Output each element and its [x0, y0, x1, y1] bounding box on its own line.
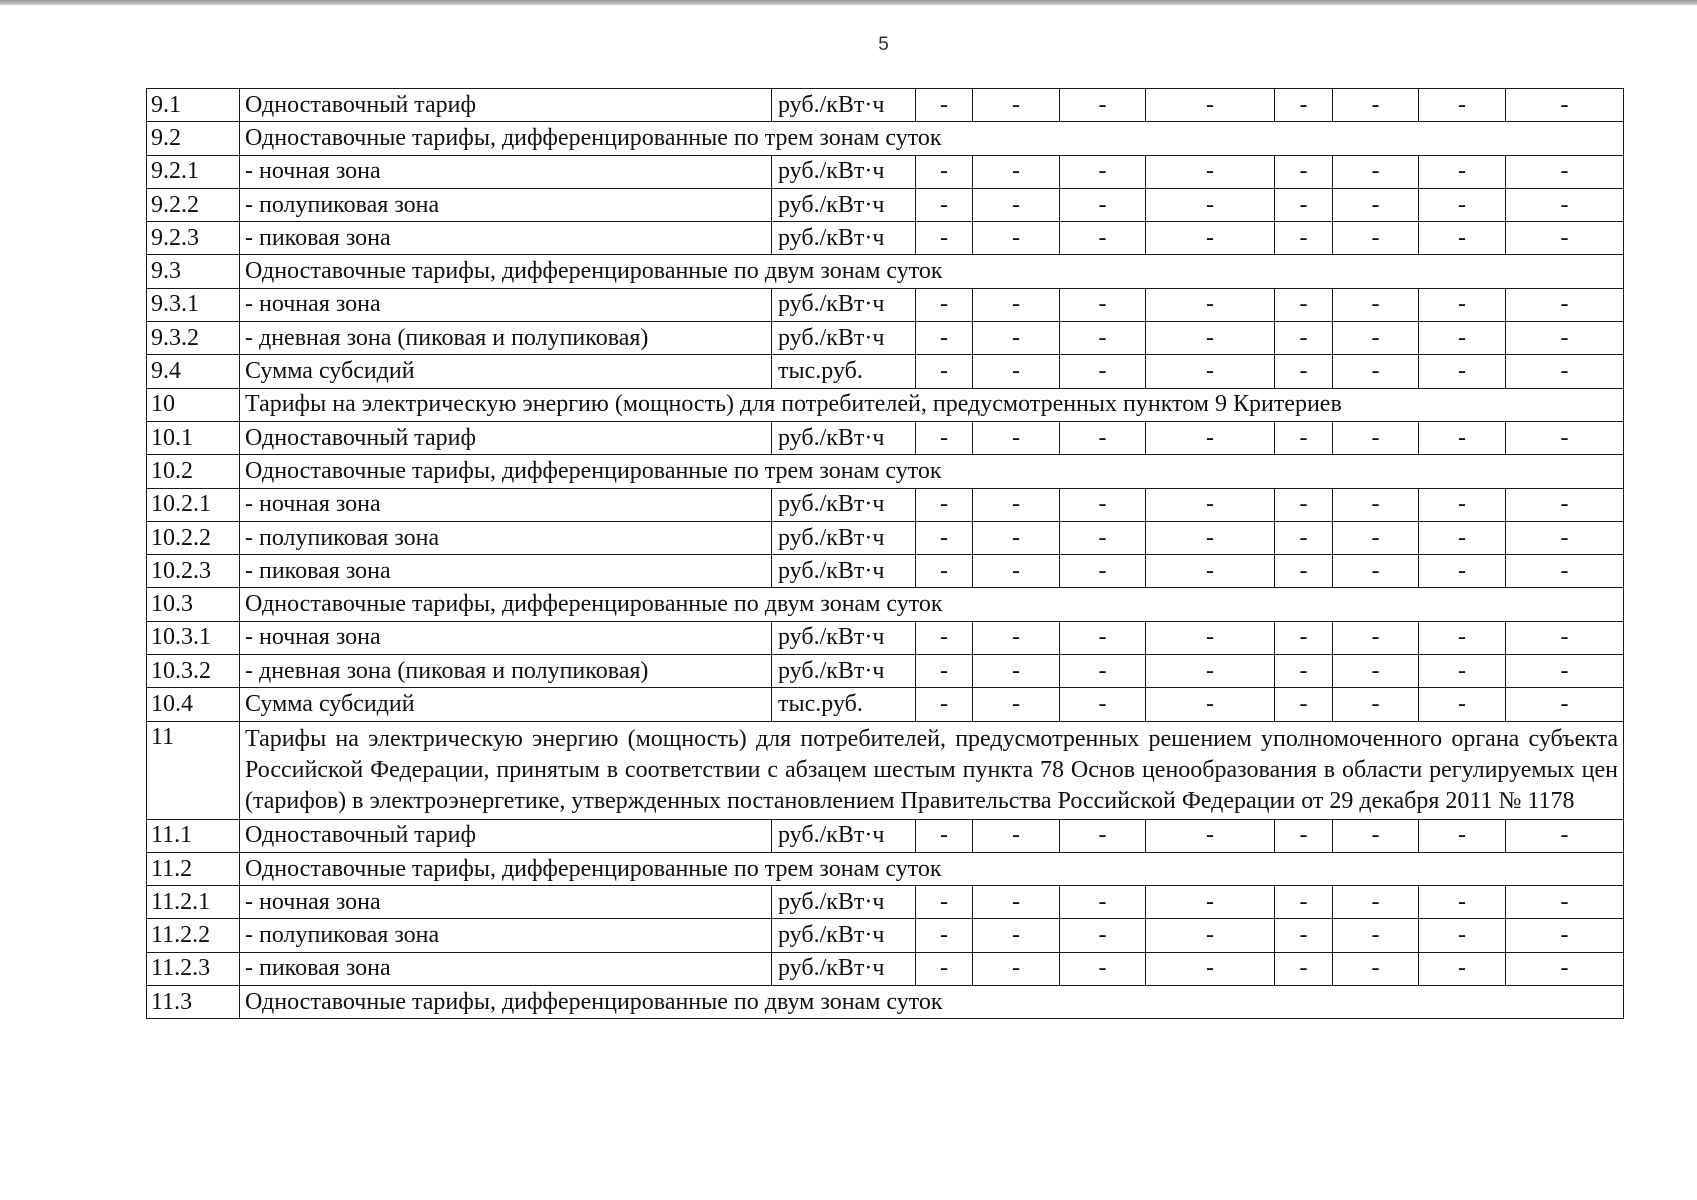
row-number: 10.2.3: [147, 555, 240, 588]
row-unit: руб./кВт·ч: [772, 421, 916, 454]
value-cell: -: [1060, 952, 1146, 985]
value-cell: -: [1506, 188, 1624, 221]
value-cell: -: [1333, 222, 1419, 255]
value-cell: -: [1146, 488, 1275, 521]
value-cell: -: [1275, 919, 1333, 952]
table-row: [147, 155, 1624, 188]
row-unit: руб./кВт·ч: [772, 521, 916, 554]
value-cell: -: [1419, 621, 1506, 654]
page-number: 5: [878, 34, 889, 55]
value-cell: -: [1419, 655, 1506, 688]
section-title: Тарифы на электрическую энергию (мощность) для потребителей, предусмотренных решением уполномоченного органа субъекта Российской Федерации, принятым в соответствии с абзацем шестым пункта 78 Основ ценообразования в области регулируемых цен (тарифов) в электроэнергетике, утвержденных постановлением Правительства Российской Федерации от 29 декабря 2011 № 1178: [240, 721, 1624, 819]
row-unit: руб./кВт·ч: [772, 886, 916, 919]
table-row: [147, 688, 1624, 721]
value-cell: -: [1419, 421, 1506, 454]
value-cell: -: [1146, 322, 1275, 355]
value-cell: -: [1333, 819, 1419, 852]
value-cell: -: [1060, 688, 1146, 721]
value-cell: -: [1506, 322, 1624, 355]
value-cell: -: [1146, 421, 1275, 454]
value-cell: -: [1333, 355, 1419, 388]
row-number: 9.2.1: [147, 155, 240, 188]
value-cell: -: [1419, 322, 1506, 355]
tariff-table: [146, 88, 1624, 1019]
value-cell: -: [1146, 886, 1275, 919]
value-cell: -: [973, 819, 1060, 852]
value-cell: -: [1419, 886, 1506, 919]
value-cell: -: [1146, 521, 1275, 554]
section-title: Одноставочные тарифы, дифференцированные по трем зонам суток: [240, 455, 1624, 488]
value-cell: -: [973, 89, 1060, 122]
value-cell: -: [1333, 688, 1419, 721]
value-cell: -: [973, 421, 1060, 454]
value-cell: -: [1275, 355, 1333, 388]
value-cell: -: [916, 655, 973, 688]
row-number: 11.2.1: [147, 886, 240, 919]
row-unit: руб./кВт·ч: [772, 952, 916, 985]
value-cell: -: [1419, 188, 1506, 221]
section-row: [147, 455, 1624, 488]
value-cell: -: [1060, 488, 1146, 521]
row-number: 10.3: [147, 588, 240, 621]
value-cell: -: [973, 621, 1060, 654]
value-cell: -: [1146, 355, 1275, 388]
value-cell: -: [1146, 952, 1275, 985]
value-cell: -: [1060, 89, 1146, 122]
row-label: - ночная зона: [240, 621, 772, 654]
value-cell: -: [1146, 655, 1275, 688]
value-cell: -: [973, 521, 1060, 554]
value-cell: -: [1275, 952, 1333, 985]
row-number: 10.4: [147, 688, 240, 721]
value-cell: -: [1506, 222, 1624, 255]
value-cell: -: [1146, 555, 1275, 588]
table-row: [147, 488, 1624, 521]
tariff-table-body: [147, 89, 1624, 1019]
table-row: [147, 322, 1624, 355]
value-cell: -: [973, 155, 1060, 188]
value-cell: -: [1333, 421, 1419, 454]
row-label: - пиковая зона: [240, 555, 772, 588]
value-cell: -: [1333, 188, 1419, 221]
value-cell: -: [1060, 222, 1146, 255]
row-number: 9.3.2: [147, 322, 240, 355]
value-cell: -: [1060, 919, 1146, 952]
value-cell: -: [1275, 886, 1333, 919]
value-cell: -: [1275, 521, 1333, 554]
section-row: [147, 852, 1624, 885]
value-cell: -: [1146, 688, 1275, 721]
value-cell: -: [1275, 555, 1333, 588]
value-cell: -: [973, 355, 1060, 388]
scan-top-edge: [0, 0, 1697, 5]
value-cell: -: [916, 155, 973, 188]
table-row: [147, 655, 1624, 688]
row-number: 9.3.1: [147, 288, 240, 321]
row-number: 10.2.1: [147, 488, 240, 521]
table-row: [147, 621, 1624, 654]
value-cell: -: [1060, 819, 1146, 852]
value-cell: -: [1146, 222, 1275, 255]
row-label: - полупиковая зона: [240, 919, 772, 952]
value-cell: -: [1060, 288, 1146, 321]
value-cell: -: [1506, 421, 1624, 454]
row-number: 10.3.1: [147, 621, 240, 654]
value-cell: -: [916, 621, 973, 654]
row-unit: тыс.руб.: [772, 355, 916, 388]
value-cell: -: [973, 488, 1060, 521]
section-row: [147, 721, 1624, 819]
row-number: 9.2: [147, 122, 240, 155]
value-cell: -: [1146, 188, 1275, 221]
value-cell: -: [916, 521, 973, 554]
value-cell: -: [1419, 222, 1506, 255]
row-number: 9.2.3: [147, 222, 240, 255]
row-label: Одноставочный тариф: [240, 819, 772, 852]
value-cell: -: [916, 819, 973, 852]
value-cell: -: [1506, 555, 1624, 588]
table-row: [147, 886, 1624, 919]
value-cell: -: [973, 655, 1060, 688]
row-number: 11.1: [147, 819, 240, 852]
section-title: Тарифы на электрическую энергию (мощность) для потребителей, предусмотренных пунктом 9 Критериев: [240, 388, 1624, 421]
row-label: - дневная зона (пиковая и полупиковая): [240, 655, 772, 688]
value-cell: -: [1060, 621, 1146, 654]
row-unit: руб./кВт·ч: [772, 288, 916, 321]
table-row: [147, 919, 1624, 952]
row-number: 10.1: [147, 421, 240, 454]
value-cell: -: [1060, 655, 1146, 688]
value-cell: -: [973, 919, 1060, 952]
row-label: - пиковая зона: [240, 952, 772, 985]
table-row: [147, 188, 1624, 221]
row-unit: руб./кВт·ч: [772, 222, 916, 255]
section-row: [147, 388, 1624, 421]
value-cell: -: [916, 555, 973, 588]
value-cell: -: [1146, 89, 1275, 122]
row-unit: тыс.руб.: [772, 688, 916, 721]
row-number: 11.2: [147, 852, 240, 885]
value-cell: -: [1419, 155, 1506, 188]
value-cell: -: [1506, 621, 1624, 654]
value-cell: -: [916, 688, 973, 721]
value-cell: -: [1275, 322, 1333, 355]
row-label: - ночная зона: [240, 488, 772, 521]
value-cell: -: [1506, 952, 1624, 985]
value-cell: -: [1506, 288, 1624, 321]
value-cell: -: [916, 919, 973, 952]
value-cell: -: [973, 688, 1060, 721]
value-cell: -: [1275, 222, 1333, 255]
value-cell: -: [1506, 819, 1624, 852]
value-cell: -: [1275, 819, 1333, 852]
value-cell: -: [1146, 621, 1275, 654]
value-cell: -: [916, 222, 973, 255]
value-cell: -: [916, 886, 973, 919]
row-label: Сумма субсидий: [240, 355, 772, 388]
section-row: [147, 122, 1624, 155]
value-cell: -: [916, 421, 973, 454]
value-cell: -: [1060, 886, 1146, 919]
value-cell: -: [1146, 288, 1275, 321]
row-unit: руб./кВт·ч: [772, 89, 916, 122]
value-cell: -: [1060, 421, 1146, 454]
value-cell: -: [1275, 188, 1333, 221]
value-cell: -: [1060, 521, 1146, 554]
row-label: - ночная зона: [240, 288, 772, 321]
row-label: - ночная зона: [240, 886, 772, 919]
value-cell: -: [1333, 322, 1419, 355]
value-cell: -: [1419, 688, 1506, 721]
value-cell: -: [1506, 488, 1624, 521]
row-number: 11.2.3: [147, 952, 240, 985]
value-cell: -: [973, 222, 1060, 255]
row-label: Сумма субсидий: [240, 688, 772, 721]
value-cell: -: [1275, 688, 1333, 721]
row-label: Одноставочный тариф: [240, 89, 772, 122]
table-row: [147, 222, 1624, 255]
row-label: - пиковая зона: [240, 222, 772, 255]
value-cell: -: [1419, 952, 1506, 985]
row-number: 11: [147, 721, 240, 819]
table-row: [147, 521, 1624, 554]
value-cell: -: [916, 322, 973, 355]
row-number: 10.2: [147, 455, 240, 488]
value-cell: -: [973, 886, 1060, 919]
value-cell: -: [1333, 886, 1419, 919]
value-cell: -: [1333, 952, 1419, 985]
section-row: [147, 255, 1624, 288]
value-cell: -: [1333, 89, 1419, 122]
value-cell: -: [916, 952, 973, 985]
section-title: Одноставочные тарифы, дифференцированные по двум зонам суток: [240, 255, 1624, 288]
value-cell: -: [1506, 355, 1624, 388]
value-cell: -: [1333, 555, 1419, 588]
value-cell: -: [1506, 886, 1624, 919]
value-cell: -: [916, 188, 973, 221]
value-cell: -: [1333, 621, 1419, 654]
value-cell: -: [1506, 655, 1624, 688]
value-cell: -: [1060, 322, 1146, 355]
value-cell: -: [1146, 155, 1275, 188]
row-label: Одноставочный тариф: [240, 421, 772, 454]
value-cell: -: [1419, 819, 1506, 852]
row-number: 10.2.2: [147, 521, 240, 554]
value-cell: -: [1275, 89, 1333, 122]
value-cell: -: [916, 355, 973, 388]
value-cell: -: [973, 188, 1060, 221]
row-number: 9.4: [147, 355, 240, 388]
value-cell: -: [1419, 89, 1506, 122]
row-unit: руб./кВт·ч: [772, 621, 916, 654]
row-number: 10: [147, 388, 240, 421]
table-row: [147, 355, 1624, 388]
section-title: Одноставочные тарифы, дифференцированные по двум зонам суток: [240, 588, 1624, 621]
value-cell: -: [1506, 521, 1624, 554]
section-row: [147, 588, 1624, 621]
value-cell: -: [1506, 919, 1624, 952]
value-cell: -: [1419, 555, 1506, 588]
table-row: [147, 89, 1624, 122]
value-cell: -: [1506, 688, 1624, 721]
row-number: 11.3: [147, 985, 240, 1018]
value-cell: -: [1333, 655, 1419, 688]
value-cell: -: [1333, 919, 1419, 952]
row-number: 9.1: [147, 89, 240, 122]
value-cell: -: [916, 89, 973, 122]
value-cell: -: [1275, 655, 1333, 688]
table-row: [147, 421, 1624, 454]
value-cell: -: [1419, 521, 1506, 554]
value-cell: -: [1060, 155, 1146, 188]
table-row: [147, 288, 1624, 321]
row-number: 9.3: [147, 255, 240, 288]
row-unit: руб./кВт·ч: [772, 919, 916, 952]
value-cell: -: [1333, 488, 1419, 521]
value-cell: -: [973, 555, 1060, 588]
row-unit: руб./кВт·ч: [772, 188, 916, 221]
value-cell: -: [973, 288, 1060, 321]
value-cell: -: [973, 322, 1060, 355]
value-cell: -: [1506, 89, 1624, 122]
value-cell: -: [1275, 155, 1333, 188]
table-row: [147, 952, 1624, 985]
value-cell: -: [1419, 919, 1506, 952]
row-unit: руб./кВт·ч: [772, 155, 916, 188]
table-row: [147, 555, 1624, 588]
row-unit: руб./кВт·ч: [772, 819, 916, 852]
value-cell: -: [916, 488, 973, 521]
value-cell: -: [1275, 288, 1333, 321]
value-cell: -: [1060, 555, 1146, 588]
value-cell: -: [1419, 355, 1506, 388]
section-title: Одноставочные тарифы, дифференцированные по трем зонам суток: [240, 852, 1624, 885]
value-cell: -: [1333, 288, 1419, 321]
row-label: - полупиковая зона: [240, 188, 772, 221]
value-cell: -: [1275, 488, 1333, 521]
row-number: 9.2.2: [147, 188, 240, 221]
value-cell: -: [1275, 621, 1333, 654]
value-cell: -: [1506, 155, 1624, 188]
row-unit: руб./кВт·ч: [772, 655, 916, 688]
value-cell: -: [1419, 488, 1506, 521]
value-cell: -: [916, 288, 973, 321]
section-title: Одноставочные тарифы, дифференцированные по двум зонам суток: [240, 985, 1624, 1018]
row-unit: руб./кВт·ч: [772, 322, 916, 355]
section-title: Одноставочные тарифы, дифференцированные по трем зонам суток: [240, 122, 1624, 155]
table-row: [147, 819, 1624, 852]
value-cell: -: [1146, 819, 1275, 852]
value-cell: -: [1275, 421, 1333, 454]
value-cell: -: [1333, 521, 1419, 554]
row-label: - ночная зона: [240, 155, 772, 188]
row-label: - полупиковая зона: [240, 521, 772, 554]
section-row: [147, 985, 1624, 1018]
value-cell: -: [1419, 288, 1506, 321]
row-label: - дневная зона (пиковая и полупиковая): [240, 322, 772, 355]
row-unit: руб./кВт·ч: [772, 555, 916, 588]
value-cell: -: [1146, 919, 1275, 952]
row-unit: руб./кВт·ч: [772, 488, 916, 521]
value-cell: -: [973, 952, 1060, 985]
row-number: 11.2.2: [147, 919, 240, 952]
value-cell: -: [1060, 188, 1146, 221]
value-cell: -: [1060, 355, 1146, 388]
value-cell: -: [1333, 155, 1419, 188]
row-number: 10.3.2: [147, 655, 240, 688]
